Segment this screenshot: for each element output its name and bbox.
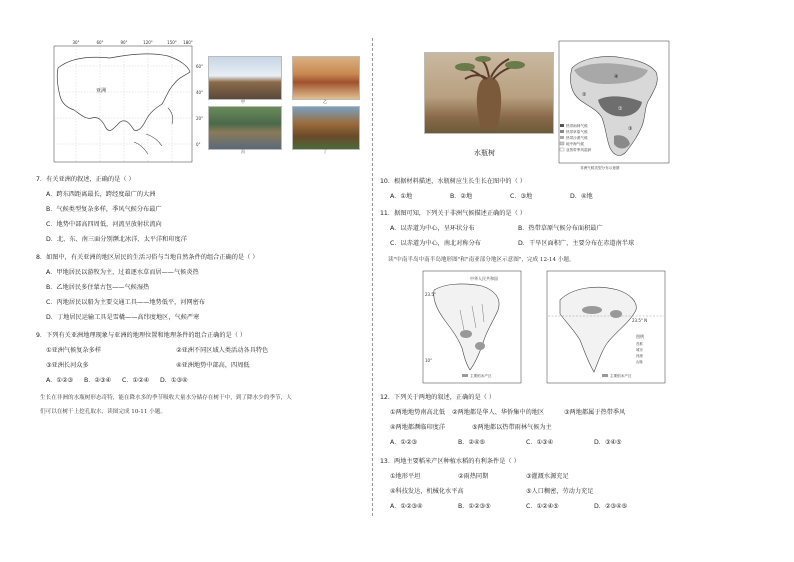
south-asia-map xyxy=(546,270,666,384)
photo-label-bing: 丙 xyxy=(241,149,245,154)
question-8 xyxy=(36,254,258,322)
legend-label: 河流 xyxy=(636,354,643,358)
q12-choice-c[interactable]: C．①③④ xyxy=(526,439,554,446)
material-passage-1 xyxy=(40,394,292,416)
photo-ding xyxy=(292,106,360,150)
q13-item: ②雨热同期 xyxy=(458,473,489,480)
q12-item: ③两地都属于热带季风 xyxy=(564,409,626,416)
photo-bing xyxy=(208,106,282,150)
material-passage-2: 读"中南半岛中南半岛地形图"和"南亚部分地区示意图"，完成 12-14 小题。 xyxy=(388,257,575,263)
map-frame xyxy=(54,46,192,162)
q13-item: ①地形平坦 xyxy=(390,473,421,480)
question-7 xyxy=(36,176,187,244)
column-divider xyxy=(372,38,373,516)
indochina-map xyxy=(422,270,522,384)
q7-option-b[interactable]: B．气候类型复杂多样，季风气候分布最广 xyxy=(46,206,162,213)
q11-choice-c[interactable]: C．以赤道为中心，南北对称分布 xyxy=(390,240,481,247)
question-9 xyxy=(36,332,268,385)
legend-label: 首都 xyxy=(636,342,643,346)
q12-item: ②两地都是华人、华侨集中的地区 xyxy=(452,409,545,416)
photo-label-ding: 丁 xyxy=(323,149,327,154)
lat-label: 23.5° xyxy=(425,292,436,297)
photo-label-yi: 乙 xyxy=(323,99,327,104)
continent-label: 亚洲 xyxy=(96,88,107,94)
asia-outline-map xyxy=(50,38,196,166)
lon-tick: 90° xyxy=(120,40,128,45)
lat-tick: 20° xyxy=(196,116,204,121)
question-11 xyxy=(380,210,634,248)
q12-item: ①两地地势南高北低 xyxy=(390,409,446,416)
lon-tick: 180° xyxy=(183,40,193,45)
legend-label: 主要稻米产区 xyxy=(610,374,632,378)
baobab-caption: 水瓶树 xyxy=(474,149,495,157)
q9-item: ④亚洲地势中部高，四周低 xyxy=(176,362,250,369)
photo-label-jia: 甲 xyxy=(241,99,245,104)
q10-choice-b[interactable]: B．②地 xyxy=(450,193,473,200)
q7-option-a[interactable]: A．跨东西距离最长，跨经度最广的大洲 xyxy=(46,191,156,198)
q11-choice-d[interactable]: D．干旱区面积广，主要分布在赤道南半球 xyxy=(518,240,635,247)
lat-tick: 60° xyxy=(196,64,204,69)
legend-label: 热带草原气候 xyxy=(566,130,588,134)
legend-label: 地中海气候 xyxy=(566,142,584,146)
q9-choice-d[interactable]: D．①③④ xyxy=(160,377,188,384)
photo-yi xyxy=(292,56,360,100)
q13-item: ④科技发达，机械化水平高 xyxy=(390,488,464,495)
q13-item: ⑤人口稠密，劳动力充足 xyxy=(526,488,594,495)
q9-item: ②亚洲不同区域人类活动各具特色 xyxy=(176,347,269,354)
region-marker: ③ xyxy=(628,126,633,132)
q13-choice-b[interactable]: B．①②③⑤ xyxy=(458,503,491,510)
lat-label: 23.5° N xyxy=(632,318,648,323)
africa-climate-map xyxy=(558,40,670,166)
q9-item: ①亚洲气候复杂多样 xyxy=(46,347,102,354)
legend-title: 图例 xyxy=(636,334,644,339)
lon-tick: 120° xyxy=(143,40,153,45)
lon-tick: 150° xyxy=(167,40,177,45)
rice-area xyxy=(475,342,485,350)
q8-option-a[interactable]: A．甲地居民以游牧为主，过着逐水草而居——气候炎热 xyxy=(46,269,199,276)
q12-stem: 12．下列关于两地的叙述，正确的是（ ） xyxy=(380,394,496,401)
q10-stem: 10．根据材料描述，水瓶树应生长生长在图中的（ ） xyxy=(380,178,526,185)
material-line: 们可以在树干上挖孔取水，读图完成 10-11 小题。 xyxy=(40,409,166,415)
q11-stem: 11．据图可知，下列关于非洲气候描述正确的是（ ） xyxy=(380,210,526,217)
q11-choice-a[interactable]: A．以赤道为中心，呈环状分布 xyxy=(390,225,475,232)
q11-choice-b[interactable]: B．热带草原气候分布面积最广 xyxy=(518,225,603,232)
lat-tick: 40° xyxy=(196,90,204,95)
legend-label: 热带雨林气候 xyxy=(566,124,588,128)
q13-choice-a[interactable]: A．①②③④ xyxy=(390,503,423,510)
q8-option-c[interactable]: C．丙地居民以船为主要交通工具——地势低平，河网密布 xyxy=(46,299,206,306)
region-marker: ① xyxy=(618,106,623,112)
legend-label: 城市 xyxy=(636,348,643,352)
lat-label: 10° xyxy=(425,358,433,363)
q9-stem: 9．下列有关亚洲地理现象与亚洲的地理位置和地理条件的组合正确的是（ ） xyxy=(36,332,247,339)
q12-choice-d[interactable]: D．③④⑤ xyxy=(594,439,622,446)
africa-map-caption: 非洲气候类型分布示意图 xyxy=(580,166,620,170)
material-line: 生长在非洲的水瓶树形态奇特，能在降水多的季节吸收大量水分储存在树干中，到了降水少的季节，人 xyxy=(40,395,292,401)
photo-jia xyxy=(208,56,282,100)
region-marker: ④ xyxy=(614,74,619,80)
q7-option-c[interactable]: C．地势中部高四周低，河流呈放射状流向 xyxy=(46,221,162,228)
q10-choice-a[interactable]: A．①地 xyxy=(390,193,413,200)
q12-item: ⑤两地都以热带雨林气候为主 xyxy=(472,424,552,431)
q8-option-d[interactable]: D．丁地居民运输工具是雪橇——高纬度地区，气候严寒 xyxy=(46,314,200,321)
map-label-china: 中华人民共和国 xyxy=(470,276,498,281)
q13-item: ③灌溉水源充足 xyxy=(526,473,569,480)
q8-stem: 8．如图中，有关亚洲的地区居民的生活习俗与当地自然条件的组合正确的是（ ） xyxy=(36,254,259,261)
lon-tick: 30° xyxy=(72,40,80,45)
region-marker: ② xyxy=(582,92,587,98)
legend-label: 山脉 xyxy=(636,360,643,364)
question-13 xyxy=(380,458,627,511)
q13-stem: 13．两地主要稻米产区种植水稻的有利条件是（ ） xyxy=(380,458,520,465)
q9-choice-a[interactable]: A．①②③ xyxy=(46,377,74,384)
baobab-photo xyxy=(424,52,554,134)
question-12 xyxy=(380,394,625,447)
question-10 xyxy=(380,178,593,201)
q10-choice-c[interactable]: C．③地 xyxy=(510,193,533,200)
rice-area xyxy=(460,330,472,338)
lat-tick: 0° xyxy=(196,142,201,147)
q9-choice-b[interactable]: B．②③④ xyxy=(84,377,112,384)
q7-stem: 7．有关亚洲的叙述，正确的是（ ） xyxy=(36,176,135,183)
q13-choice-c[interactable]: C．①②④⑤ xyxy=(526,503,559,510)
legend-label: 亚热带季风湿润 xyxy=(566,148,592,152)
q9-choice-c[interactable]: C．①②④ xyxy=(122,377,150,384)
q7-option-d[interactable]: D．北、东、南三面分别濒北冰洋、太平洋和印度洋 xyxy=(46,236,187,243)
legend-label: 热带沙漠气候 xyxy=(566,136,588,140)
baobab-tree-icon xyxy=(425,53,553,133)
q8-option-b[interactable]: B．乙地居民多住蒙古包——气候湿热 xyxy=(46,284,150,291)
legend-label: 主要稻米产区 xyxy=(470,374,492,378)
q9-item: ③亚洲长河众多 xyxy=(46,362,89,369)
rice-area xyxy=(582,306,602,314)
q13-choice-d[interactable]: D．②③④⑤ xyxy=(594,503,628,510)
q10-choice-d[interactable]: D．④地 xyxy=(570,193,593,200)
rice-area xyxy=(610,310,622,318)
q12-item: ④两地都濒临印度洋 xyxy=(390,424,446,431)
q12-choice-b[interactable]: B．②④⑤ xyxy=(458,439,486,446)
lon-tick: 60° xyxy=(96,40,104,45)
q12-choice-a[interactable]: A．①②③ xyxy=(390,439,418,446)
